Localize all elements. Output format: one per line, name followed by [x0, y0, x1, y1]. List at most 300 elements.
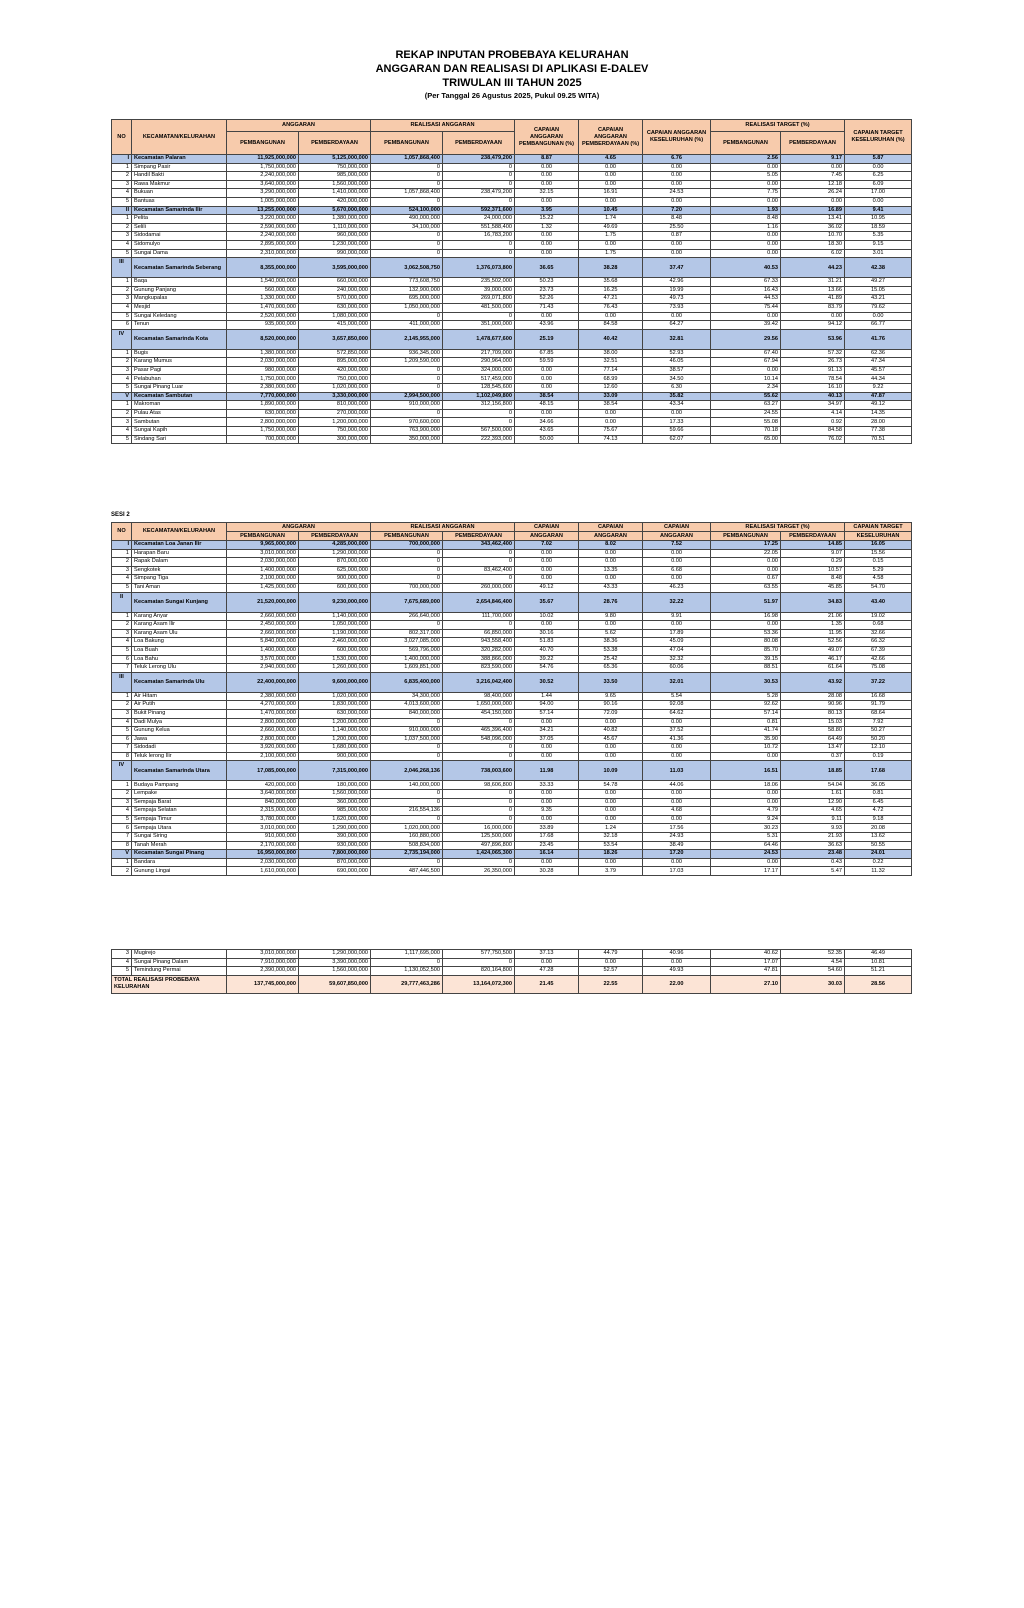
cell-value: 41.74: [711, 727, 781, 736]
cell-value: 6.25: [845, 172, 912, 181]
cell-value: 508,834,000: [371, 841, 443, 850]
row-number: 6: [112, 321, 132, 330]
cell-value: 50.00: [515, 435, 579, 444]
cell-value: 36.05: [845, 781, 912, 790]
row-number: 8: [112, 752, 132, 761]
kelurahan-row: [112, 638, 912, 647]
cell-value: 3,640,000,000: [227, 180, 299, 189]
row-number: 1: [112, 781, 132, 790]
cell-value: 40.82: [579, 727, 643, 736]
cell-value: 10.09: [579, 761, 643, 781]
cell-value: 34.50: [643, 375, 711, 384]
cell-value: 0.15: [845, 558, 912, 567]
kelurahan-name: Bukit Pinang: [132, 709, 227, 718]
cell-value: 1,380,000,000: [227, 349, 299, 358]
cell-value: 49.07: [781, 646, 845, 655]
cell-value: 17.07: [711, 958, 781, 967]
cell-value: 45.09: [643, 638, 711, 647]
cell-value: 0.00: [643, 575, 711, 584]
kelurahan-name: Mugirejo: [132, 950, 227, 959]
cell-value: 465,396,400: [443, 727, 515, 736]
cell-value: 4.65: [781, 807, 845, 816]
header2-anggaran-sub-1: ANGGARAN: [515, 532, 579, 541]
cell-value: 0.00: [579, 858, 643, 867]
row-number: V: [112, 392, 132, 401]
cell-value: 0.00: [579, 718, 643, 727]
cell-value: 2,240,000,000: [227, 172, 299, 181]
kelurahan-name: Harapan Baru: [132, 549, 227, 558]
cell-value: 26,350,000: [443, 867, 515, 876]
cell-value: 46.05: [643, 358, 711, 367]
cell-value: 1,750,000,000: [227, 427, 299, 436]
cell-value: 6.09: [845, 180, 912, 189]
cell-value: 45.67: [579, 735, 643, 744]
kelurahan-name: Sungai Keledang: [132, 312, 227, 321]
cell-value: 16.98: [711, 612, 781, 621]
cell-value: 2,170,000,000: [227, 841, 299, 850]
cell-value: 3,010,000,000: [227, 549, 299, 558]
cell-value: 11,925,000,000: [227, 155, 299, 164]
kelurahan-row: [112, 215, 912, 224]
cell-value: 11.95: [781, 629, 845, 638]
cell-value: 9.65: [579, 692, 643, 701]
cell-value: 62.36: [845, 349, 912, 358]
cell-value: 2,660,000,000: [227, 629, 299, 638]
row-number: 6: [112, 735, 132, 744]
total-label: TOTAL REALISASI PROBEBAYA KELURAHAN: [112, 975, 227, 993]
cell-value: 2,390,000,000: [227, 967, 299, 976]
cell-value: 0.00: [711, 240, 781, 249]
kelurahan-row: [112, 427, 912, 436]
header-anggaran-pemberdayaan: PEMBERDAYAAN: [299, 132, 371, 155]
cell-value: 49.27: [845, 278, 912, 287]
header2-target-pemberdayaan: PEMBERDAYAAN: [781, 532, 845, 541]
cell-value: 84.58: [781, 427, 845, 436]
kelurahan-name: Bukuan: [132, 189, 227, 198]
cell-value: 0: [371, 240, 443, 249]
row-number: 2: [112, 558, 132, 567]
cell-value: 8.87: [515, 155, 579, 164]
cell-value: 42.66: [845, 655, 912, 664]
cell-value: 0.00: [515, 958, 579, 967]
cell-value: 0.00: [643, 249, 711, 258]
session-2-label: SESI 2: [111, 512, 130, 518]
cell-value: 37.05: [515, 735, 579, 744]
cell-value: 840,000,000: [371, 709, 443, 718]
cell-value: 9.93: [781, 824, 845, 833]
kelurahan-row: [112, 858, 912, 867]
row-number: 4: [112, 718, 132, 727]
cell-value: 9,965,000,000: [227, 541, 299, 550]
cell-value: 2.34: [711, 384, 781, 393]
cell-value: 0.00: [515, 718, 579, 727]
cell-value: 4,270,000,000: [227, 701, 299, 710]
cell-value: 16.05: [845, 541, 912, 550]
cell-value: 3.95: [515, 206, 579, 215]
row-number: 7: [112, 744, 132, 753]
kelurahan-name: Bugis: [132, 349, 227, 358]
kelurahan-name: Teluk lerong Ilir: [132, 752, 227, 761]
kelurahan-row: [112, 189, 912, 198]
cell-value: 30.53: [711, 672, 781, 692]
header-capaian-pembangunan: CAPAIAN ANGGARAN PEMBANGUNAN (%): [515, 120, 579, 155]
kelurahan-row: [112, 172, 912, 181]
row-number: 2: [112, 223, 132, 232]
kecamatan-row: [112, 392, 912, 401]
row-number: II: [112, 592, 132, 612]
cell-value: 59.59: [515, 358, 579, 367]
cell-value: 750,000,000: [299, 427, 371, 436]
cell-value: 0.00: [515, 384, 579, 393]
cell-value: 8.48: [711, 215, 781, 224]
kelurahan-name: Budaya Pampang: [132, 781, 227, 790]
cell-value: 5.54: [643, 692, 711, 701]
header-anggaran-pembangunan: PEMBANGUNAN: [227, 132, 299, 155]
cell-value: 34.66: [515, 418, 579, 427]
cell-value: 2,520,000,000: [227, 312, 299, 321]
kelurahan-name: Sempaja Utara: [132, 824, 227, 833]
cell-value: 71.43: [515, 303, 579, 312]
cell-value: 750,000,000: [299, 163, 371, 172]
cell-value: 700,000,000: [371, 541, 443, 550]
cell-value: 22.05: [711, 549, 781, 558]
row-number: 1: [112, 858, 132, 867]
cell-value: 11.98: [515, 761, 579, 781]
cell-value: 1,290,000,000: [299, 549, 371, 558]
cell-value: 54.76: [515, 664, 579, 673]
cell-value: 1,209,590,000: [371, 358, 443, 367]
cell-value: 2,660,000,000: [227, 727, 299, 736]
cell-value: 0: [443, 180, 515, 189]
cell-value: 3,290,000,000: [227, 189, 299, 198]
cell-value: 0.00: [643, 798, 711, 807]
cell-value: 40.53: [711, 258, 781, 278]
kelurahan-row: [112, 278, 912, 287]
kelurahan-row: [112, 349, 912, 358]
kelurahan-name: Sambutan: [132, 418, 227, 427]
kelurahan-name: Simpang Tiga: [132, 575, 227, 584]
cell-value: 31.21: [781, 278, 845, 287]
cell-value: 13.35: [579, 566, 643, 575]
cell-value: 7.45: [781, 172, 845, 181]
cell-value: 39.15: [711, 655, 781, 664]
cell-value: 12.10: [845, 744, 912, 753]
cell-value: 83.79: [781, 303, 845, 312]
cell-value: 90.16: [579, 701, 643, 710]
cell-value: 13,255,000,000: [227, 206, 299, 215]
total-value: 30.03: [781, 975, 845, 993]
cell-value: 750,000,000: [299, 375, 371, 384]
cell-value: 54.04: [781, 781, 845, 790]
cell-value: 2,895,000,000: [227, 240, 299, 249]
cell-value: 2,310,000,000: [227, 249, 299, 258]
cell-value: 1,609,851,000: [371, 664, 443, 673]
cell-value: 840,000,000: [227, 798, 299, 807]
kelurahan-row: [112, 798, 912, 807]
kelurahan-row: [112, 197, 912, 206]
cell-value: 0.00: [711, 790, 781, 799]
kelurahan-name: Gunung Panjang: [132, 286, 227, 295]
cell-value: 1,400,000,000: [371, 655, 443, 664]
cell-value: 0.00: [711, 858, 781, 867]
header-kecamatan: KECAMATAN/KELURAHAN: [132, 120, 227, 155]
cell-value: 9.17: [781, 155, 845, 164]
cell-value: 38.54: [515, 392, 579, 401]
cell-value: 98,606,800: [443, 781, 515, 790]
cell-value: 630,000,000: [299, 303, 371, 312]
cell-value: 238,479,200: [443, 155, 515, 164]
kelurahan-name: Sempaja Timur: [132, 815, 227, 824]
title-block: [0, 48, 1024, 101]
cell-value: 0: [443, 718, 515, 727]
cell-value: 343,462,400: [443, 541, 515, 550]
cell-value: 4,013,600,000: [371, 701, 443, 710]
header2-realisasi-target: REALISASI TARGET (%): [711, 523, 845, 532]
cell-value: 26.73: [781, 358, 845, 367]
cell-value: 351,000,000: [443, 321, 515, 330]
cell-value: 34,300,000: [371, 692, 443, 701]
cell-value: 0.00: [643, 312, 711, 321]
cell-value: 37.52: [643, 727, 711, 736]
cell-value: 40.62: [711, 950, 781, 959]
cell-value: 300,000,000: [299, 435, 371, 444]
cell-value: 1,620,000,000: [299, 815, 371, 824]
kelurahan-name: Bandara: [132, 858, 227, 867]
cell-value: 0: [443, 858, 515, 867]
cell-value: 0.37: [781, 752, 845, 761]
header2-realisasi-pembangunan: PEMBANGUNAN: [371, 532, 443, 541]
cell-value: 1,020,000,000: [299, 384, 371, 393]
cell-value: 802,317,000: [371, 629, 443, 638]
cell-value: 970,600,000: [371, 418, 443, 427]
cell-value: 0.00: [643, 172, 711, 181]
cell-value: 270,000,000: [299, 409, 371, 418]
cell-value: 985,000,000: [299, 807, 371, 816]
cell-value: 481,500,000: [443, 303, 515, 312]
kelurahan-row: [112, 409, 912, 418]
cell-value: 52.56: [781, 638, 845, 647]
cell-value: 0: [443, 240, 515, 249]
kelurahan-name: Tani Aman: [132, 583, 227, 592]
row-number: 1: [112, 549, 132, 558]
kelurahan-name: Karang Anyar: [132, 612, 227, 621]
row-number: 4: [112, 638, 132, 647]
kelurahan-name: Bantuas: [132, 197, 227, 206]
cell-value: 0.29: [781, 558, 845, 567]
cell-value: 67.39: [845, 646, 912, 655]
row-number: 3: [112, 232, 132, 241]
cell-value: 600,000,000: [299, 646, 371, 655]
cell-value: 75.67: [579, 427, 643, 436]
cell-value: 0: [443, 249, 515, 258]
cell-value: 45.85: [781, 583, 845, 592]
cell-value: 17.68: [515, 833, 579, 842]
cell-value: 1,140,000,000: [299, 612, 371, 621]
kelurahan-name: Sungai Kapih: [132, 427, 227, 436]
cell-value: 49.12: [845, 401, 912, 410]
kecamatan-name: Kecamatan Samarinda Kota: [132, 329, 227, 349]
cell-value: 1,290,000,000: [299, 950, 371, 959]
kelurahan-name: Rawa Makmur: [132, 180, 227, 189]
cell-value: 94.12: [781, 321, 845, 330]
kelurahan-row: [112, 781, 912, 790]
cell-value: 17.03: [643, 867, 711, 876]
cell-value: 0: [443, 418, 515, 427]
cell-value: 1,330,000,000: [227, 295, 299, 304]
kelurahan-row: [112, 295, 912, 304]
cell-value: 64.62: [643, 709, 711, 718]
cell-value: 125,500,000: [443, 833, 515, 842]
cell-value: 0.00: [711, 197, 781, 206]
cell-value: 80.08: [711, 638, 781, 647]
cell-value: 1,410,000,000: [299, 189, 371, 198]
cell-value: 11.03: [643, 761, 711, 781]
cell-value: 269,071,800: [443, 295, 515, 304]
cell-value: 79.62: [845, 303, 912, 312]
cell-value: 0.00: [515, 566, 579, 575]
cell-value: 1,200,000,000: [299, 418, 371, 427]
header-realisasi-pembangunan: PEMBANGUNAN: [371, 132, 443, 155]
kecamatan-name: Kecamatan Palaran: [132, 155, 227, 164]
cell-value: 0.00: [579, 744, 643, 753]
cell-value: 24.93: [643, 833, 711, 842]
cell-value: 0: [371, 744, 443, 753]
cell-value: 0.00: [515, 752, 579, 761]
cell-value: 0.00: [643, 752, 711, 761]
cell-value: 73.93: [643, 303, 711, 312]
cell-value: 9,230,000,000: [299, 592, 371, 612]
header-realisasi-target: REALISASI TARGET (%): [711, 120, 845, 132]
kelurahan-name: Loa Bakung: [132, 638, 227, 647]
cell-value: 7,910,000,000: [227, 958, 299, 967]
cell-value: 0.00: [515, 798, 579, 807]
cell-value: 16.68: [845, 692, 912, 701]
cell-value: 0.00: [845, 197, 912, 206]
cell-value: 936,345,000: [371, 349, 443, 358]
cell-value: 24.53: [711, 850, 781, 859]
cell-value: 17.00: [845, 189, 912, 198]
cell-value: 32.32: [643, 655, 711, 664]
cell-value: 260,000,000: [443, 583, 515, 592]
cell-value: 0.00: [845, 312, 912, 321]
cell-value: 38.54: [579, 401, 643, 410]
row-number: 5: [112, 967, 132, 976]
header2-capaian-2: CAPAIAN: [579, 523, 643, 532]
row-number: 3: [112, 418, 132, 427]
cell-value: 6.76: [643, 155, 711, 164]
cell-value: 78.54: [781, 375, 845, 384]
cell-value: 266,640,000: [371, 612, 443, 621]
recap-table-session-2: [111, 522, 912, 876]
row-number: 6: [112, 824, 132, 833]
cell-value: 5.35: [845, 232, 912, 241]
cell-value: 30.23: [711, 824, 781, 833]
row-number: 3: [112, 295, 132, 304]
cell-value: 2,100,000,000: [227, 752, 299, 761]
cell-value: 0.00: [643, 240, 711, 249]
cell-value: 235,502,000: [443, 278, 515, 287]
kelurahan-row: [112, 435, 912, 444]
cell-value: 59.66: [643, 427, 711, 436]
cell-value: 1.44: [515, 692, 579, 701]
cell-value: 943,558,400: [443, 638, 515, 647]
cell-value: 0.00: [579, 798, 643, 807]
kelurahan-name: Mangkupalas: [132, 295, 227, 304]
cell-value: 1,750,000,000: [227, 375, 299, 384]
row-number: II: [112, 206, 132, 215]
kelurahan-name: Pelita: [132, 215, 227, 224]
row-number: 4: [112, 575, 132, 584]
kecamatan-row: [112, 592, 912, 612]
cell-value: 62.07: [643, 435, 711, 444]
cell-value: 420,000,000: [227, 781, 299, 790]
cell-value: 0.00: [711, 798, 781, 807]
cell-value: 1,425,000,000: [227, 583, 299, 592]
cell-value: 0.00: [515, 549, 579, 558]
cell-value: 35.82: [643, 392, 711, 401]
cell-value: 33.89: [515, 824, 579, 833]
cell-value: 53.96: [781, 329, 845, 349]
cell-value: 52.57: [579, 967, 643, 976]
row-number: 4: [112, 375, 132, 384]
kecamatan-name: Kecamatan Samarinda Seberang: [132, 258, 227, 278]
cell-value: 0: [443, 409, 515, 418]
cell-value: 39,000,000: [443, 286, 515, 295]
cell-value: 94.00: [515, 701, 579, 710]
title-date-note: (Per Tanggal 26 Agustus 2025, Pukul 09.25 WITA): [424, 91, 600, 100]
row-number: 2: [112, 172, 132, 181]
cell-value: 17.25: [711, 541, 781, 550]
kelurahan-row: [112, 418, 912, 427]
cell-value: 3,216,042,400: [443, 672, 515, 692]
cell-value: 5,840,000,000: [227, 638, 299, 647]
kelurahan-row: [112, 646, 912, 655]
cell-value: 415,000,000: [299, 321, 371, 330]
row-number: 1: [112, 692, 132, 701]
cell-value: 0: [371, 163, 443, 172]
cell-value: 5.05: [711, 172, 781, 181]
cell-value: 52.93: [643, 349, 711, 358]
cell-value: 0.00: [643, 790, 711, 799]
kelurahan-row: [112, 384, 912, 393]
cell-value: 58.80: [781, 727, 845, 736]
cell-value: 5.31: [711, 833, 781, 842]
cell-value: 2,240,000,000: [227, 232, 299, 241]
cell-value: 990,000,000: [299, 249, 371, 258]
cell-value: 2,315,000,000: [227, 807, 299, 816]
cell-value: 41.36: [643, 735, 711, 744]
header2-keseluruhan: KESELURUHAN: [845, 532, 912, 541]
cell-value: 1,005,000,000: [227, 197, 299, 206]
cell-value: 0.00: [711, 232, 781, 241]
cell-value: 0.00: [579, 549, 643, 558]
cell-value: 0.00: [579, 197, 643, 206]
cell-value: 0: [371, 249, 443, 258]
cell-value: 85.70: [711, 646, 781, 655]
kecamatan-name: Kecamatan Sungai Kunjang: [132, 592, 227, 612]
kelurahan-name: Lempake: [132, 790, 227, 799]
header2-capaian-1: CAPAIAN: [515, 523, 579, 532]
cell-value: 350,000,000: [371, 435, 443, 444]
cell-value: 16.91: [579, 189, 643, 198]
cell-value: 312,156,800: [443, 401, 515, 410]
cell-value: 17.56: [643, 824, 711, 833]
kelurahan-row: [112, 841, 912, 850]
cell-value: 2,380,000,000: [227, 692, 299, 701]
cell-value: 0.00: [579, 163, 643, 172]
cell-value: 9.35: [515, 807, 579, 816]
cell-value: 4.79: [711, 807, 781, 816]
